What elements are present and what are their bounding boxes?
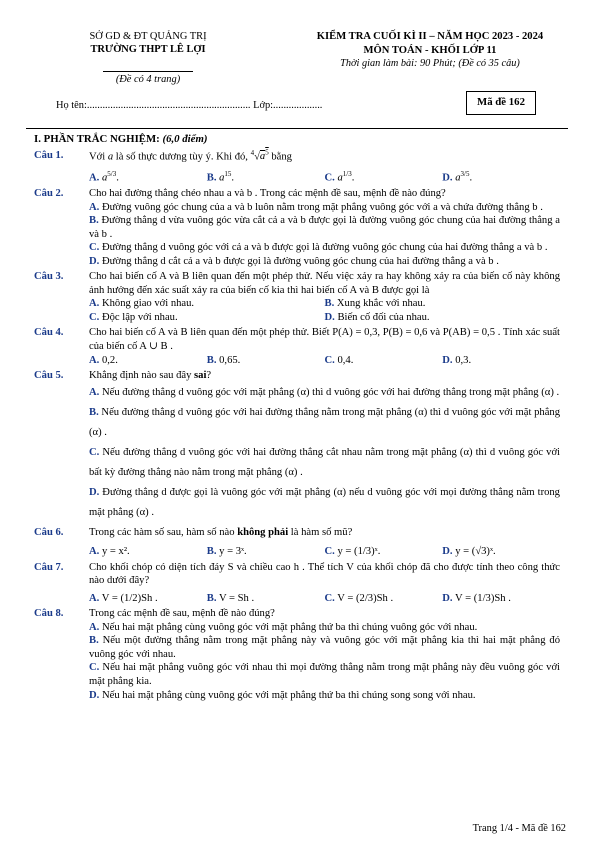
question-text: Cho hai đường thẳng chéo nhau a và b . Trong các mệnh đề sau, mệnh đề nào đúng? bbox=[89, 187, 446, 199]
answer-options bbox=[89, 545, 560, 559]
exam-time: Thời gian làm bài: 90 Phút; (Đề có 35 câu) bbox=[340, 58, 520, 70]
question-number: Câu 1. bbox=[34, 149, 64, 161]
subject-title: MÔN TOÁN - KHỐI LỚP 11 bbox=[363, 44, 497, 56]
question-3 bbox=[34, 270, 560, 324]
question-8 bbox=[34, 607, 560, 702]
option-c: C. Nếu hai mặt phẳng vuông góc với nhau thì mọi đường thẳng nằm trong mặt phẳng này đều vuông góc với mặt phẳng kia. bbox=[89, 662, 560, 687]
option-c: C. Đường thẳng d vuông góc với cả a và b được gọi là đường vuông góc chung của hai đường thẳng a và b . bbox=[89, 242, 548, 254]
question-number: Câu 5. bbox=[34, 370, 64, 382]
question-text: Cho hai biến cố A và B liên quan đến một phép thử. Biết P(A) = 0,3, P(B) = 0,6 và P(AB) = 0,5 . Tính xác suất của biến cố A ∪ B . bbox=[89, 327, 560, 352]
section-title bbox=[34, 133, 560, 147]
option-d: D. Nếu hai mặt phẳng cùng vuông góc với mặt phẳng thứ ba thì chúng song song với nhau. bbox=[89, 689, 476, 701]
option-a: A. $a^{5/3}$. bbox=[89, 169, 119, 184]
option-b: B. Đường thẳng d vừa vuông góc vừa cắt cả a và b được gọi là đường vuông góc chung của hai đường thẳng a và b . bbox=[89, 215, 560, 240]
student-name-line: Họ tên:............................................................... Lớp:................... bbox=[56, 100, 323, 111]
page-count-note: (Đề có 4 trang) bbox=[115, 73, 181, 85]
option-d: D. Đường thẳng d được gọi là vuông góc với mặt phẳng (α) nếu d vuông góc với mọi đường thẳng nằm trong mặt phẳng (α) . bbox=[89, 487, 560, 519]
school-header bbox=[58, 30, 238, 86]
option-b: B. Nếu một đường thẳng nằm trong mặt phẳng này và vuông góc với mặt phẳng kia thì hai mặt phẳng đó vuông góc với nhau. bbox=[89, 635, 560, 660]
option-b: B. y = 3ˣ. bbox=[206, 546, 247, 558]
question-number: Câu 3. bbox=[34, 271, 64, 283]
option-d: D. Đường thẳng d cắt cả a và b được gọi là đường vuông góc chung của hai đường thẳng a và b . bbox=[89, 255, 499, 267]
question-text: Trong các mệnh đề sau, mệnh đề nào đúng? bbox=[89, 608, 275, 620]
section-label: I. PHẦN TRẮC NGHIỆM: bbox=[34, 133, 163, 145]
school-name: TRƯỜNG THPT LÊ LỢI bbox=[90, 44, 206, 56]
exam-code-box: Mã đề 162 bbox=[466, 91, 536, 115]
question-text: Với a là số thực dương tùy ý. Khi đó, $^4√a^5$ bằng bbox=[89, 148, 292, 163]
question-number: Câu 6. bbox=[34, 526, 64, 538]
option-c: C. $a^{1/3}$. bbox=[324, 169, 355, 184]
option-a: A. Nếu đường thẳng d vuông góc với mặt phẳng (α) thì d vuông góc với hai đường thẳng trong mặt phẳng (α) . bbox=[89, 386, 560, 398]
divider bbox=[103, 71, 193, 72]
question-number: Câu 4. bbox=[34, 327, 64, 339]
option-a: A. Không giao với nhau. bbox=[89, 298, 195, 310]
question-7 bbox=[34, 561, 560, 606]
question-text: Cho hai biến cố A và B liên quan đến một phép thử. Nếu việc xảy ra hay không xảy ra của biến cố này không ảnh hưởng đến xác suất xảy ra của biến cố kia thì hai biến cố A và B được gọi là bbox=[89, 271, 560, 296]
option-c: C. y = (1/3)ˣ. bbox=[324, 546, 381, 558]
option-c: C. Độc lập với nhau. bbox=[89, 311, 178, 323]
option-d: D. V = (1/3)Sh . bbox=[442, 592, 511, 604]
section-points: (6,0 điểm) bbox=[162, 133, 208, 145]
page-footer: Trang 1/4 - Mã đề 162 bbox=[472, 823, 566, 834]
question-number: Câu 8. bbox=[34, 608, 64, 620]
option-a: A. V = (1/2)Sh . bbox=[89, 592, 158, 604]
exam-title: KIỂM TRA CUỐI KÌ II – NĂM HỌC 2023 - 2024 bbox=[316, 31, 544, 42]
option-d: D. 0,3. bbox=[442, 354, 472, 366]
exam-content bbox=[34, 133, 560, 702]
option-d: D. y = (√3)ˣ. bbox=[442, 546, 496, 558]
question-text: Cho khối chóp có diện tích đáy S và chiều cao h . Thể tích V của khối chóp đã cho được tính theo công thức nào dưới đây? bbox=[89, 561, 560, 587]
question-text: Trong các hàm số sau, hàm số nào không phải là hàm số mũ? bbox=[89, 526, 353, 538]
option-c: C. V = (2/3)Sh . bbox=[324, 592, 394, 604]
option-a: A. Nếu hai mặt phẳng cùng vuông góc với mặt phẳng thứ ba thì chúng vuông góc với nhau. bbox=[89, 621, 478, 633]
option-a: A. 0,2. bbox=[89, 354, 118, 366]
department-name: SỞ GD & ĐT QUẢNG TRỊ bbox=[89, 31, 207, 42]
option-b: B. Xung khắc với nhau. bbox=[324, 298, 426, 310]
option-b: B. V = Sh . bbox=[206, 592, 255, 604]
option-a: A. Đường vuông góc chung của a và b luôn nằm trong mặt phẳng vuông góc với a và chứa đường thẳng b . bbox=[89, 201, 543, 213]
question-6 bbox=[34, 526, 560, 559]
answer-options bbox=[89, 170, 560, 185]
option-d: D. Biến cố đối của nhau. bbox=[324, 311, 430, 323]
answer-options bbox=[89, 297, 560, 324]
option-c: C. Nếu đường thẳng d vuông góc với hai đường thẳng cắt nhau nằm trong mặt phẳng (α) thì d vuông góc với bất kỳ đường thẳng nào nằm trong mặt phẳng (α) . bbox=[89, 447, 560, 479]
question-text: Khẳng định nào sau đây sai? bbox=[89, 370, 212, 382]
option-b: B. $a^{15}$. bbox=[206, 169, 235, 184]
question-1 bbox=[34, 149, 560, 185]
option-b: B. 0,65. bbox=[206, 354, 241, 366]
question-number: Câu 7. bbox=[34, 561, 64, 573]
question-5 bbox=[34, 369, 560, 523]
question-2 bbox=[34, 187, 560, 268]
header-divider bbox=[26, 128, 568, 129]
exam-header bbox=[285, 30, 575, 70]
question-4 bbox=[34, 326, 560, 367]
option-d: D. $a^{3/5}$. bbox=[442, 169, 473, 184]
option-c: C. 0,4. bbox=[324, 354, 354, 366]
option-b: B. Nếu đường thẳng d vuông góc với hai đường thẳng nằm trong mặt phẳng (α) thì d vuông góc với mặt phẳng (α) . bbox=[89, 406, 560, 438]
option-a: A. y = x². bbox=[89, 546, 130, 558]
answer-options bbox=[89, 592, 560, 606]
question-number: Câu 2. bbox=[34, 187, 64, 199]
answer-options bbox=[89, 354, 560, 368]
